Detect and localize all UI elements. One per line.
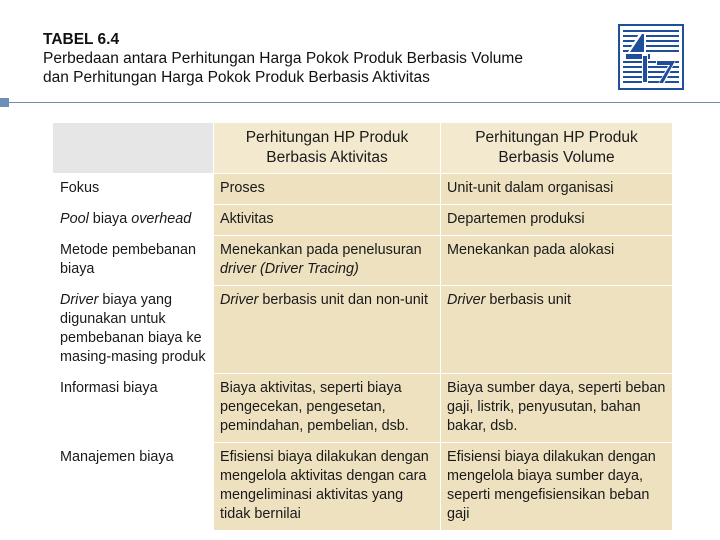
- table-row: [53, 174, 673, 205]
- table-row: [53, 443, 673, 531]
- cell-abc: Aktivitas: [214, 205, 441, 236]
- header-corner-cell: [53, 123, 214, 174]
- table-row: [53, 205, 673, 236]
- cell-text: berbasis unit: [485, 292, 571, 308]
- cell-volume: Menekankan pada alokasi: [441, 236, 673, 286]
- header-volume: Perhitungan HP Produk Berbasis Volume: [441, 123, 673, 174]
- row-label-italic: Pool: [60, 211, 89, 227]
- cell-volume: Departemen produksi: [441, 205, 673, 236]
- row-label: Informasi biaya: [53, 374, 214, 443]
- cell-italic: Driver: [220, 292, 259, 308]
- row-label: [53, 286, 214, 374]
- row-label: Fokus: [53, 174, 214, 205]
- cell-abc: Proses: [214, 174, 441, 205]
- cell-volume: Unit-unit dalam organisasi: [441, 174, 673, 205]
- table-row: [53, 236, 673, 286]
- table-row: [53, 374, 673, 443]
- row-label: Metode pembebanan biaya: [53, 236, 214, 286]
- cell-volume: Biaya sumber daya, seperti beban gaji, listrik, penyusutan, bahan bakar, dsb.: [441, 374, 673, 443]
- cell-volume: [441, 286, 673, 374]
- row-label-italic-2: overhead: [131, 211, 192, 227]
- row-label-italic: Driver: [60, 292, 99, 308]
- table-header-row: [53, 123, 673, 174]
- header-abc: Perhitungan HP Produk Berbasis Aktivitas: [214, 123, 441, 174]
- cell-italic: Driver: [447, 292, 486, 308]
- row-label-text: biaya yang digunakan untuk pembebanan biaya ke masing-masing produk: [60, 292, 206, 365]
- cell-italic: driver (Driver Tracing): [220, 261, 359, 277]
- table-row: [53, 286, 673, 374]
- logo-mark-icon: [620, 26, 682, 88]
- table-caption-line2: dan Perhitungan Harga Pokok Produk Berbasis Aktivitas: [43, 69, 430, 86]
- row-label: Manajemen biaya: [53, 443, 214, 531]
- divider-marker: [0, 98, 9, 107]
- comparison-table: [52, 122, 673, 531]
- cell-abc: Efisiensi biaya dilakukan dengan mengelola aktivitas dengan cara mengeliminasi aktivitas yang tidak bernilai: [214, 443, 441, 531]
- table-number: TABEL 6.4: [43, 31, 120, 48]
- publisher-logo: [618, 24, 684, 90]
- cell-abc: Biaya aktivitas, seperti biaya pengecekan, pengesetan, pemindahan, pembelian, dsb.: [214, 374, 441, 443]
- title-block: [43, 30, 613, 87]
- table-caption-line1: Perbedaan antara Perhitungan Harga Pokok Produk Berbasis Volume: [43, 50, 523, 67]
- cell-text: Menekankan pada penelusuran: [220, 242, 422, 258]
- cell-abc: [214, 286, 441, 374]
- row-label-text: biaya: [88, 211, 132, 227]
- row-label: [53, 205, 214, 236]
- cell-text: berbasis unit dan non-unit: [258, 292, 428, 308]
- header-divider: [0, 102, 720, 103]
- cell-volume: Efisiensi biaya dilakukan dengan mengelola biaya sumber daya, seperti mengefisiensikan beban gaji: [441, 443, 673, 531]
- cell-abc: [214, 236, 441, 286]
